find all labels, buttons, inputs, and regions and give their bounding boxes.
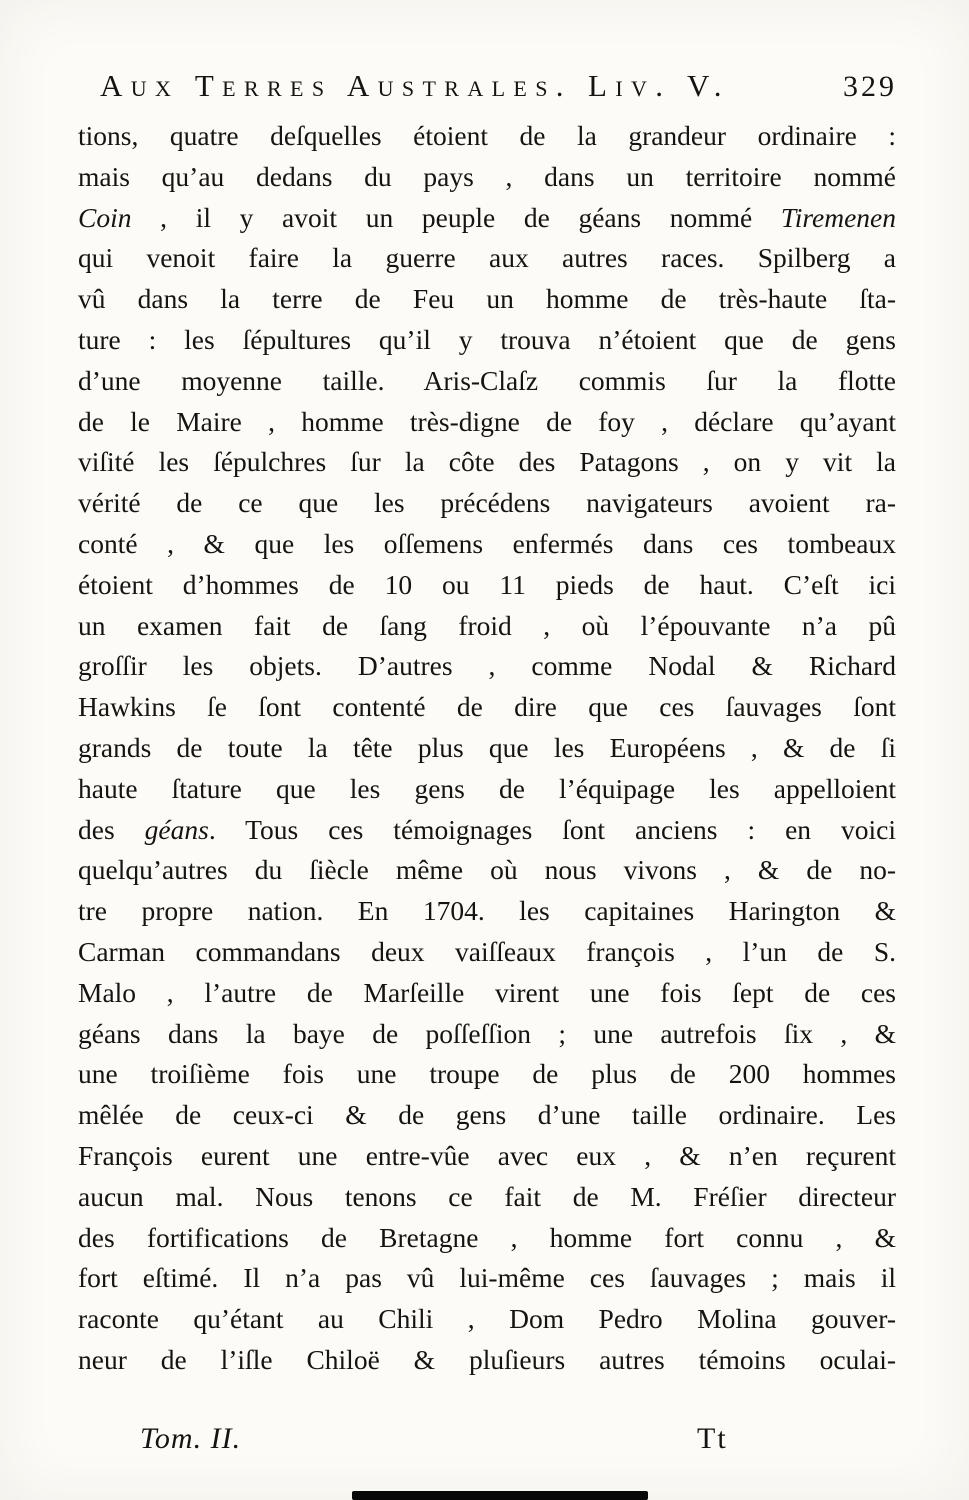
- text-segment: neur de l’iſle Chiloë & pluſieurs autres témoins oculai-: [78, 1343, 896, 1375]
- text-segment: un examen fait de ſang froid , où l’épouvante n’a pû: [78, 609, 896, 641]
- text-line: [78, 1299, 896, 1340]
- volume-mark: Tom. II.: [140, 1422, 242, 1455]
- text-segment: tre propre nation. En 1704. les capitaines Harington &: [78, 895, 896, 927]
- text-segment: géans dans la baye de poſſeſſion ; une autrefois ſix , &: [78, 1017, 896, 1049]
- text-line: [78, 769, 896, 810]
- text-line: [78, 932, 896, 973]
- text-segment: d’une moyenne taille. Aris-Claſz commis ſur la flotte: [78, 364, 896, 396]
- text-line: [78, 1054, 896, 1095]
- text-line: [78, 973, 896, 1014]
- page-number: 329: [843, 70, 897, 103]
- text-segment: François eurent une entre-vûe avec eux , & n’en reçurent: [78, 1139, 896, 1171]
- text-segment: des: [78, 813, 145, 845]
- text-segment: étoient d’hommes de 10 ou 11 pieds de haut. C’eſt ici: [78, 568, 896, 600]
- text-segment: grands de toute la tête plus que les Européens , & de ſi: [78, 731, 896, 763]
- running-head: [100, 68, 897, 104]
- text-line: [78, 524, 896, 565]
- text-line: [78, 116, 896, 157]
- text-segment: viſité les ſépulchres ſur la côte des Patagons , on y vit la: [78, 446, 896, 478]
- text-line: [78, 891, 896, 932]
- text-segment: ture : les ſépultures qu’il y trouva n’étoient que de gens: [78, 323, 896, 355]
- scan-artifact-bar: [352, 1491, 648, 1500]
- page-footer: [0, 1422, 969, 1468]
- text-line: [78, 1095, 896, 1136]
- text-segment: , il y avoit un peuple de géans nommé: [131, 201, 781, 233]
- text-line: [78, 1258, 896, 1299]
- text-line: [78, 1340, 896, 1381]
- text-segment: de le Maire , homme très-digne de foy , déclare qu’ayant: [78, 405, 896, 437]
- text-line: [78, 687, 896, 728]
- text-line: [78, 728, 896, 769]
- italic-text-segment: géans: [144, 813, 209, 845]
- text-line: [78, 157, 896, 198]
- text-segment: groſſir les objets. D’autres , comme Nodal & Richard: [78, 650, 896, 682]
- text-segment: Hawkins ſe ſont contenté de dire que ces ſauvages ſont: [78, 691, 896, 723]
- text-line: [78, 279, 896, 320]
- text-line: [78, 1218, 896, 1259]
- text-line: [78, 850, 896, 891]
- text-segment: une troiſième fois une troupe de plus de 200 hommes: [78, 1058, 896, 1090]
- text-segment: conté , & que les oſſemens enfermés dans ces tombeaux: [78, 527, 896, 559]
- text-line: [78, 198, 896, 239]
- text-line: [78, 402, 896, 443]
- text-line: [78, 442, 896, 483]
- text-segment: raconte qu’étant au Chili , Dom Pedro Molina gouver-: [78, 1303, 896, 1335]
- text-line: [78, 1177, 896, 1218]
- text-segment: tions, quatre deſquelles étoient de la grandeur ordinaire :: [78, 120, 896, 151]
- body-text: [78, 116, 896, 1381]
- text-segment: aucun mal. Nous tenons ce fait de M. Fréſier directeur: [78, 1180, 896, 1212]
- text-segment: qui venoit faire la guerre aux autres races. Spilberg a: [78, 242, 896, 274]
- italic-text-segment: Tiremenen: [780, 201, 896, 233]
- text-line: [78, 810, 896, 851]
- text-line: [78, 646, 896, 687]
- italic-text-segment: Coin: [78, 201, 132, 233]
- text-segment: mêlée de ceux-ci & de gens d’une taille ordinaire. Les: [78, 1099, 896, 1131]
- text-line: [78, 606, 896, 647]
- text-line: [78, 361, 896, 402]
- text-segment: des fortifications de Bretagne , homme fort connu , &: [78, 1221, 896, 1253]
- text-segment: haute ſtature que les gens de l’équipage les appelloient: [78, 772, 896, 804]
- text-segment: mais qu’au dedans du pays , dans un territoire nommé: [78, 160, 896, 192]
- text-line: [78, 320, 896, 361]
- running-head-title: Aux Terres Australes. Liv. V.: [100, 68, 730, 103]
- text-segment: . Tous ces témoignages ſont anciens : en voici: [208, 813, 896, 845]
- text-line: [78, 483, 896, 524]
- text-line: [78, 565, 896, 606]
- text-line: [78, 238, 896, 279]
- text-line: [78, 1136, 896, 1177]
- text-line: [78, 1014, 896, 1055]
- text-segment: vérité de ce que les précédens navigateurs avoient ra-: [78, 487, 896, 519]
- text-segment: Malo , l’autre de Marſeille virent une fois ſept de ces: [78, 976, 896, 1008]
- text-segment: quelqu’autres du ſiècle même où nous vivons , & de no-: [78, 854, 896, 886]
- text-segment: Carman commandans deux vaiſſeaux françois , l’un de S.: [78, 935, 896, 967]
- text-segment: fort eſtimé. Il n’a pas vû lui-même ces ſauvages ; mais il: [78, 1262, 896, 1294]
- signature-mark: Tt: [697, 1422, 728, 1455]
- text-segment: vû dans la terre de Feu un homme de très-haute ſta-: [78, 283, 896, 315]
